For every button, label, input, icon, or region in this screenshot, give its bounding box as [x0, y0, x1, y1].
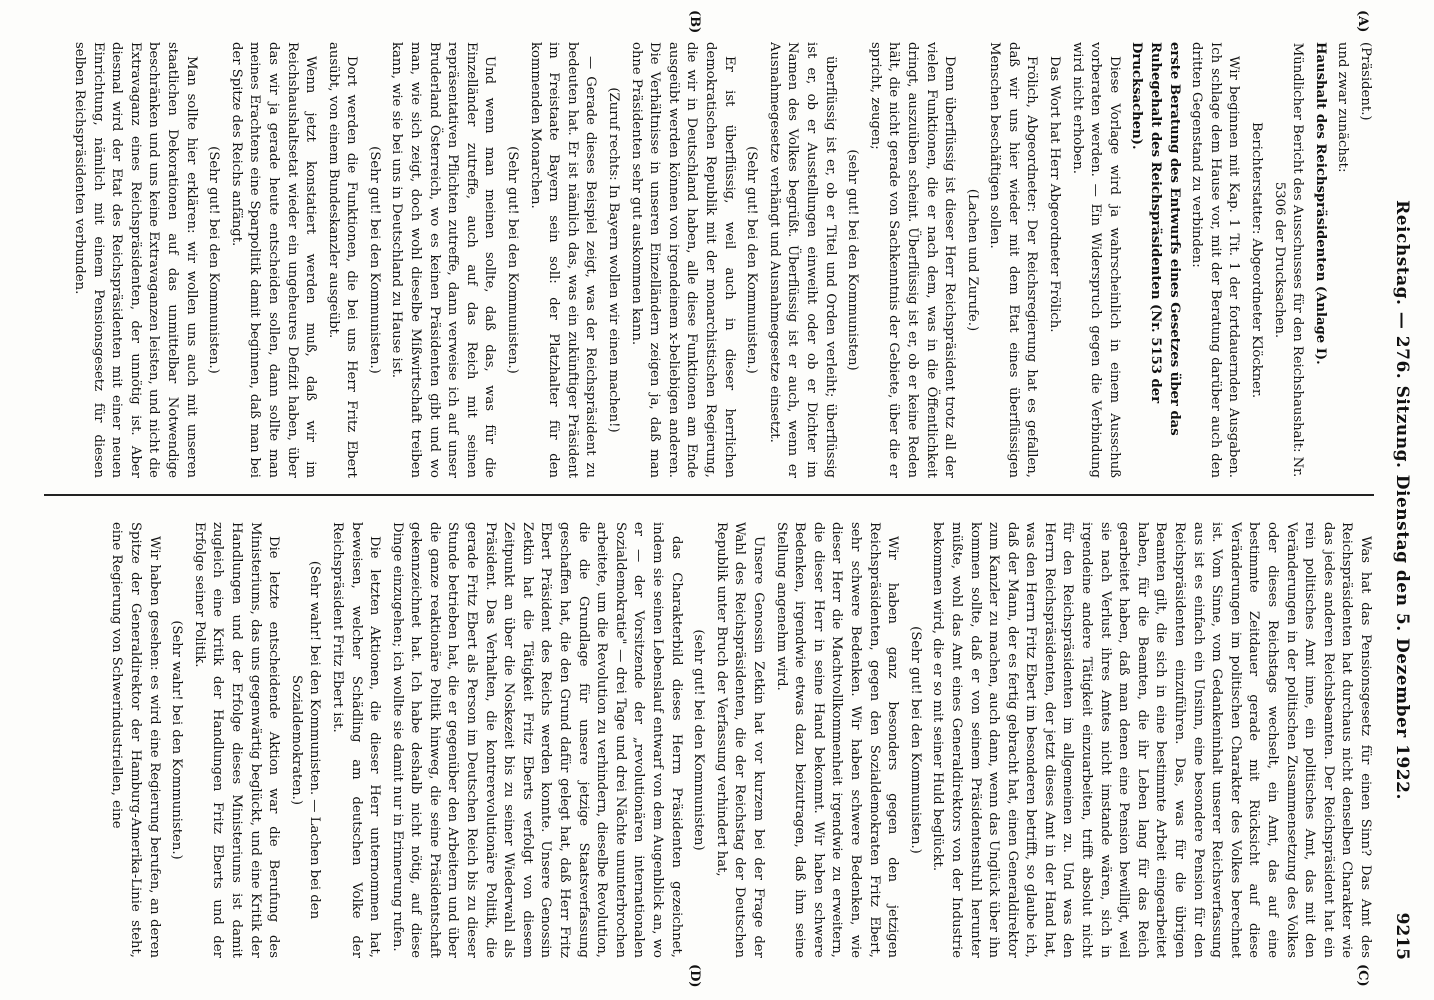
paragraph: — Gerade dieses Beispiel zeigt, was der Reichspräsident zu bedeuten hat. Er ist nämlich das, was ein zukünftiger Präsident im Freistaate Bayern sein soll: der Platzhalter für den kommenden Monarchen.: [527, 42, 599, 478]
paragraph: Und wenn man meinen sollte, daß das, was für die Einzelländer zutreffe, auch auf das Reich mit seinen repräsentativen Pflichten zutreffe, dann verweise ich auf unser Bruderland Österreich, wo es keinen Präsidenten gibt und wo man, wie sich zeigt, doch wohl dieselbe Mißwirtschaft treiben kann, wie sie bei uns in Deutschland zu Hause ist.: [389, 42, 498, 478]
margin-marker-c: (C): [1355, 964, 1370, 987]
interjection: (Sehr gut! bei den Kommunisten.): [505, 146, 521, 374]
paragraph: Denn überflüssig ist dieser Herr Reichspräsident trotz all der vielen Funktionen, die er nach dem, was in die Öffentlichkeit dringt, auszuüben scheint. Überflüssig ist er, ob er keine Reden hält, die nicht gerade von Sachkenntnis der Gebiete, über die er spricht, zeugen;: [867, 42, 958, 478]
paragraph: (Präsident.): [1358, 42, 1373, 121]
paragraph: das Charakterbild dieses Herrn Präsidenten gezeichnet, indem sie seinen Lebenslauf entwarf von dem Augenblick an, wo er — der Vorsitzende der „revolutionären internationalen Sozialdemokratie" — drei Tage und drei Nächte ununterbrochen arbeitete, um die Revolution zu verhindern, dieselbe Revolution, die die Grundlage für unsere jetzige Staatsverfassung geschaffen hat, die den Grund dafür gelegt hat, daß Herr Fritz Ebert Präsident des Reichs werden konnte. Unsere Genossin Zetkin hat die Tätigkeit Fritz Eberts verfolgt von diesem Zeitpunkt an über die Noskezeit bis zu seiner Wiederwahl als Präsident. Das Verhalten, die kontrerevolutionäre Politik, die gerade Fritz Ebert als Person im Deutschen Reich bis zu dieser Stunde betrieben hat, die er gegenüber den Arbeitern und über die ganze reaktionäre Politik hinweg, die seine Präsidentschaft gekennzeichnet hat. Ich habe deshalb nicht nötig, auf diese Dinge einzugehen; ich wollte sie damit nur in Erinnerung rufen.: [389, 522, 684, 958]
paragraph: Wir beginnen mit Kap. 1 Tit. 1 der fortdauernden Ausgaben. Ich schlage dem Hause vor, mit der Beratung darüber auch den dritten Gegenstand zu verbinden:: [1189, 42, 1242, 478]
interjection: Mündlicher Bericht des Ausschusses für den Reichshaushalt: Nr. 5306 der Drucksachen.: [1271, 42, 1306, 478]
paragraph: Unsere Genossin Zetkin hat vor kurzem bei der Frage der Wahl des Reichspräsidenten, die der Reichstag der Deutschen Republik unter Bruch der Verfassung verhindert hat,: [713, 522, 766, 958]
left-column: [44, 42, 1374, 478]
paragraph: überflüssig ist er, ob er Titel und Orden verleiht; überflüssig ist er, ob er Ausstellungen einweiht oder ob er Dichter im Namen des Volkes begrüßt. Überflüssig ist er auch, wenn er Ausnahmegesetze verhängt und Ausnahmegesetze einsetzt.: [766, 42, 838, 478]
column-divider: [44, 494, 1374, 496]
right-column: [44, 522, 1374, 958]
interjection: (Sehr wahr! bei den Kommunisten. — Lachen bei den Sozialdemokraten.): [288, 560, 323, 920]
paragraph: Frölich, Abgeordneter: Der Reichsregierung hat es gefallen, daß wir uns hier wieder mit dem Etat eines überflüssigen Menschen beschäftigen sollen.: [987, 42, 1040, 478]
page-header: [1384, 40, 1412, 960]
paragraph: Die letzte entscheidende Aktion war die Berufung des Ministeriums, das uns gegenwärtig beglückt, und eine Kritik der Handlungen und der Erfolge dieses Ministeriums ist damit zugleich eine Kritik der Handlungen Fritz Eberts und der Erfolge seiner Politik.: [191, 522, 282, 958]
paragraph: Das Wort hat Herr Abgeordneter Frölich.: [1047, 56, 1063, 333]
interjection: (Sehr wahr! bei den Kommunisten.): [169, 620, 185, 860]
interjection: Berichterstatter: Abgeordneter Klöckner.: [1249, 121, 1265, 399]
paragraph: Was hat das Pensionsgesetz für einen Sinn? Das Amt des Reichspräsidenten hat durchaus nicht denselben Charakter wie das jedes anderen Reichsbeamten. Der Reichspräsident hat ein rein politisches Amt inne, ein politisches Amt, das mit den Veränderungen in der politischen Zusammensetzung des Volkes oder dieses Reichstags wechselt, ein Amt, das auf eine bestimmte Zeitdauer gerade mit Rücksicht auf diese Veränderungen im politischen Charakter des Volkes berechnet ist. Vom Sinne, vom Gedankeninhalt unserer Reichsverfassung aus ist es einfach ein Unsinn, eine besondere Pension für den Reichspräsidenten einzuführen. Das, was für die übrigen Beamten gilt, die sich in eine bestimmte Arbeit eingearbeitet haben, für die Beamten, die ihr Leben lang für das Reich gearbeitet haben, daß man denen eine Pension bewilligt, weil sie nach Verlust ihres Amtes nicht imstande wären, sich in irgendeine andere Tätigkeit einzuarbeiten, trifft absolut nicht für den Reichspräsidenten im allgemeinen zu. Und was den Herrn Reichspräsidenten, der jetzt dieses Amt in der Hand hat, was den Herrn Fritz Ebert im besonderen betrifft, so glaube ich, daß der Mann, der es fertig gebracht hat, einen Generaldirektor zum Kanzler zu machen, auch dann, wenn das Unglück über ihn kommen sollte, daß er von seinem Präsidentenstuhl herunter müßte, wohl das Amt eines Generaldirektors von der Industrie bekommen wird, die er so mit seiner Huld beglückt.: [930, 522, 1373, 958]
interjection: (Sehr gut! bei den Kommunisten.): [744, 146, 760, 374]
paragraph: Er ist überflüssig, weil auch in dieser herrlichen demokratischen Republik mit der monarchistischen Regierung, die wir in Deutschland haben, alle diese Funktionen am Ende ausgeübt werden können von irgendeinem x-beliebigen anderen. Die Verhältnisse in unseren Einzelländern zeigen ja, daß man ohne Präsidenten sehr gut auskommen kann.: [628, 42, 737, 478]
interjection: (Zuruf rechts: In Bayern wollen wir einen machen!): [606, 87, 622, 433]
margin-marker-d: (D): [687, 964, 702, 988]
paragraph: erste Beratung des Entwurfs eines Gesetzes über das Ruhegehalt des Reichspräsidenten (Nr. 5153 der Drucksachen).: [1129, 42, 1182, 436]
paragraph: Die letzten Aktionen, die dieser Herr unternommen hat, beweisen, welcher Schädling am deutschen Volke der Reichspräsident Fritz Ebert ist.: [329, 522, 383, 958]
paragraph: Man sollte hier erklären: wir wollen uns auch mit unseren staatlichen Dekorationen auf das unmittelbar Notwendige beschränken und uns keine Extravaganzen leisten, und nicht die Extravaganz eines Reichspräsidenten, der unnötig ist. Aber diesmal wird der Etat des Reichspräsidenten mit einer neuen Einrichtung, nämlich mit einem Pensionsgesetz für diesen selben Reichspräsidenten verbunden.: [72, 42, 199, 478]
interjection: (sehr gut! bei den Kommunisten): [691, 629, 707, 851]
page-title: Reichstag. — 276. Sitzung. Dienstag den 5. Dezember 1922.: [1392, 200, 1412, 800]
paragraph: Wir haben ganz besonders gegen den jetzigen Reichspräsidenten, gegen den Sozialdemokraten Fritz Ebert, sehr schwere Bedenken. Wir haben schwere Bedenken, wie dieser Herr die Machtvollkommenheit irgendwie zu erweitern, die dieser Herr in seine Hand bekommt. Wir haben schwere Bedenken, irgendwie etwas dazu beizutragen, daß ihm seine Stellung angenehm wird.: [773, 522, 901, 958]
interjection: (Lachen und Zurufe.): [964, 188, 980, 332]
paragraph: Diese Vorlage wird ja wahrscheinlich in einem Ausschuß vorberaten werden. — Ein Widerspruch gegen die Verbindung wird nicht erhoben.: [1069, 42, 1122, 478]
interjection: (Sehr gut! bei den Kommunisten.): [206, 146, 222, 374]
margin-marker-a: (A): [1355, 10, 1370, 33]
paragraph: und zwar zunächst:: [1335, 42, 1351, 173]
interjection: (Sehr gut! bei den Kommunisten.): [907, 626, 923, 854]
paragraph: Haushalt des Reichspräsidenten (Anlage I).: [1312, 42, 1328, 365]
page-number: 9215: [1392, 912, 1412, 960]
interjection: (sehr gut! bei den Kommunisten): [845, 149, 861, 371]
margin-marker-b: (B): [687, 10, 702, 34]
paragraph: Wenn jetzt konstatiert werden muß, daß wir im Reichshaushaltsetat wieder ein ungeheures Defizit haben, über das wir ja gerade heute entscheiden sollen, dann sollte man meines Erachtens eine Sparpolitik damit beginnen, daß man bei der Spitze des Reichs anfängt.: [228, 42, 319, 478]
paragraph: Dort werden die Funktionen, die bei uns Herr Fritz Ebert ausübt, von einem Bundeskanzler ausgeübt.: [325, 42, 360, 478]
paragraph: Wir haben gesehen: es wird eine Regierung berufen, an deren Spitze der Generaldirektor der Hamburg-Amerika-Linie steht, eine Regierung von Schwerindustriellen, eine: [109, 522, 162, 958]
interjection: (Sehr gut! bei den Kommunisten.): [366, 146, 382, 374]
